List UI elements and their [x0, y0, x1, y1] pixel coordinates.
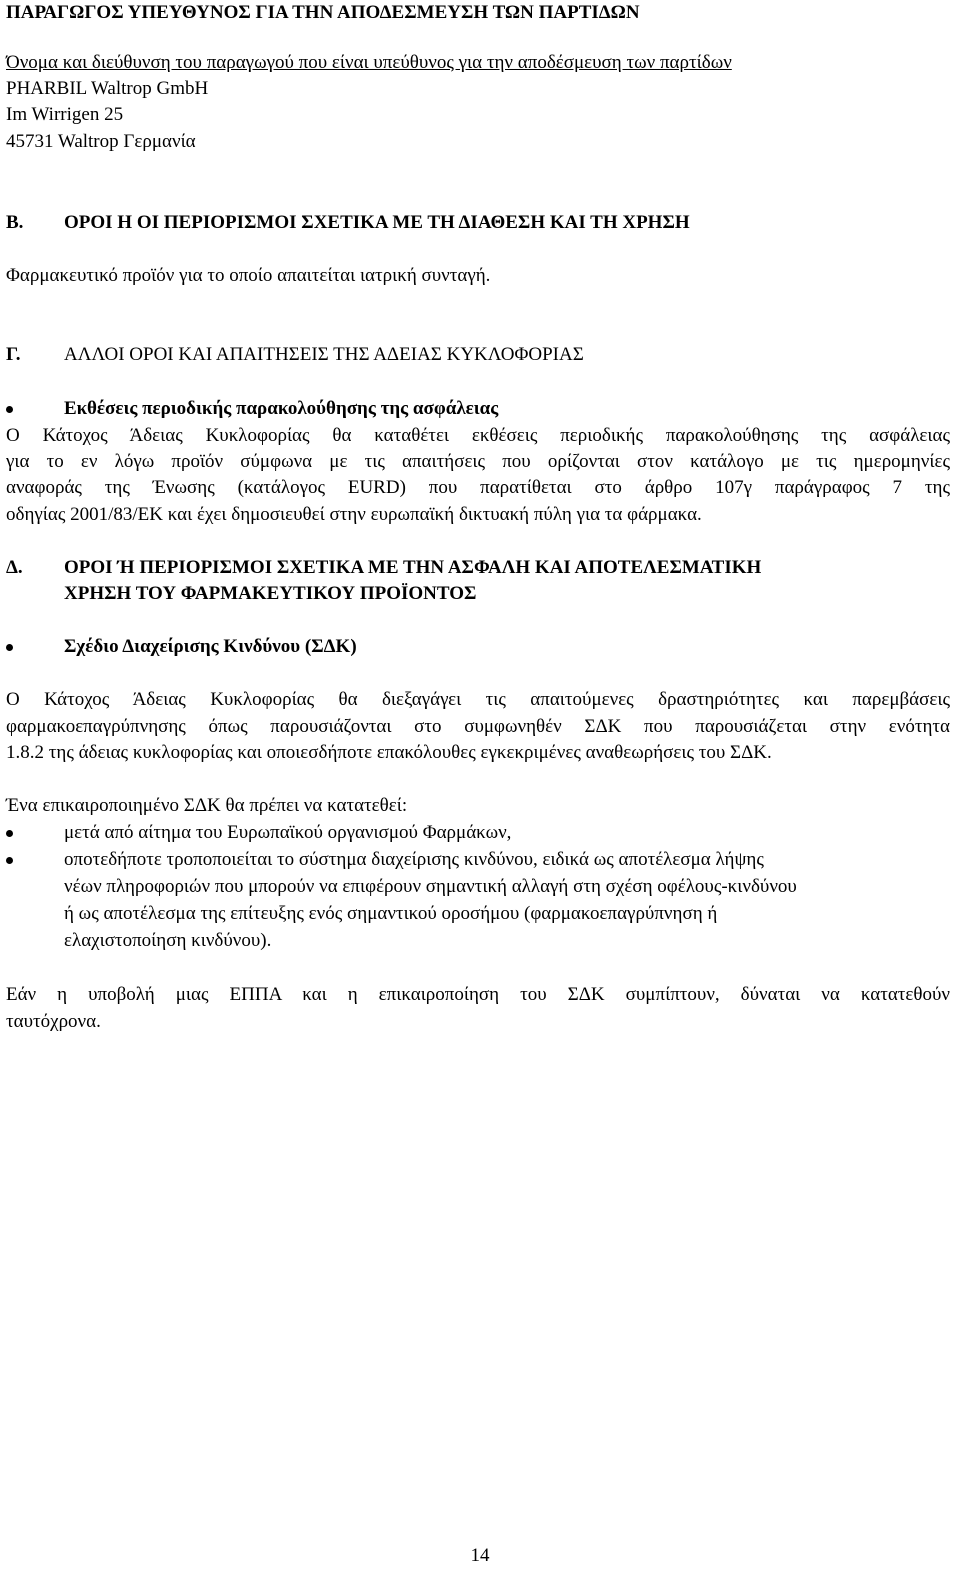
section-d-paragraph-line: φαρμακοεπαγρύπνησης όπως παρουσιάζονται στο συμφωνηθέν ΣΔΚ που παρουσιάζεται στην ενότητα	[6, 716, 950, 737]
section-d-paragraph-line: Ο Κάτοχος Άδειας Κυκλοφορίας θα διεξαγάγει τις απαιτούμενες δραστηριότητες και παρεμβάσεις	[6, 689, 950, 710]
closing-paragraph-line: Εάν η υποβολή μιας ΕΠΠΑ και η επικαιροποίηση του ΣΔΚ συμπίπτουν, δύναται να κατατεθούν	[6, 984, 950, 1005]
section-g-bullet-title: Εκθέσεις περιοδικής παρακολούθησης της ασφάλειας	[64, 398, 499, 419]
section-b-heading: ΟΡΟΙ Η ΟΙ ΠΕΡΙΟΡΙΣΜΟΙ ΣΧΕΤΙΚΑ ΜΕ ΤΗ ΔΙΑΘΕΣΗ ΚΑΙ ΤΗ ΧΡΗΣΗ	[64, 212, 690, 233]
address-line: PHARBIL Waltrop GmbH	[6, 78, 209, 99]
section-d-paragraph-line: 1.8.2 της άδειας κυκλοφορίας και οποιεσδήποτε επακόλουθες εγκεκριμένες αναθεωρήσεις του ΣΔΚ.	[6, 742, 772, 763]
update-item-line: νέων πληροφοριών που μπορούν να επιφέρουν σημαντική αλλαγή στη σχέση οφέλους-κινδύνου	[64, 876, 797, 897]
section-b-text: Φαρμακευτικό προϊόν για το οποίο απαιτείται ιατρική συνταγή.	[6, 265, 491, 286]
bullet-icon	[6, 644, 13, 651]
address-line: Im Wirrigen 25	[6, 104, 124, 125]
section-g-paragraph-line: για το εν λόγω προϊόν σύμφωνα με τις απαιτήσεις που ορίζονται στον κατάλογο με τις ημερομηνίες	[6, 451, 950, 472]
bullet-icon	[6, 830, 13, 837]
section-b-letter: B.	[6, 212, 24, 233]
bullet-icon	[6, 406, 13, 413]
update-item-line: ή ως αποτέλεσμα της επίτευξης ενός σημαντικού οροσήμου (φαρμακοεπαγρύπνηση ή	[64, 903, 718, 924]
page-title: ΠΑΡΑΓΩΓΟΣ ΥΠΕΥΘΥΝΟΣ ΓΙΑ ΤΗΝ ΑΠΟΔΕΣΜΕΥΣΗ ΤΩΝ ΠΑΡΤΙΔΩΝ	[6, 2, 640, 23]
section-g-letter: Γ.	[6, 344, 21, 365]
section-g-heading: ΑΛΛΟΙ ΟΡΟΙ ΚΑΙ ΑΠΑΙΤΗΣΕΙΣ ΤΗΣ ΑΔΕΙΑΣ ΚΥΚΛΟΦΟΡΙΑΣ	[64, 344, 584, 365]
section-d-heading-line: ΟΡΟΙ Ή ΠΕΡΙΟΡΙΣΜΟΙ ΣΧΕΤΙΚΑ ΜΕ ΤΗΝ ΑΣΦΑΛΗ ΚΑΙ ΑΠΟΤΕΛΕΣΜΑΤΙΚΗ	[64, 557, 762, 578]
closing-paragraph-line: ταυτόχρονα.	[6, 1011, 101, 1032]
update-item-line: οποτεδήποτε τροποποιείται το σύστημα διαχείρισης κινδύνου, ειδικά ως αποτέλεσμα λήψης	[64, 849, 764, 870]
section-d-letter: Δ.	[6, 557, 23, 578]
section-d-heading-line: ΧΡΗΣΗ ΤΟΥ ΦΑΡΜΑΚΕΥΤΙΚΟΥ ΠΡΟΪΟΝΤΟΣ	[64, 583, 477, 604]
bullet-icon	[6, 857, 13, 864]
section-g-paragraph-line: αναφοράς της Ένωσης (κατάλογος EURD) που παρατίθεται στο άρθρο 107γ παράγραφος 7 της	[6, 477, 950, 498]
section-g-paragraph-line: οδηγίας 2001/83/ΕΚ και έχει δημοσιευθεί στην ευρωπαϊκή δικτυακή πύλη για τα φάρμακα.	[6, 504, 702, 525]
update-item-line: ελαχιστοποίηση κινδύνου).	[64, 930, 272, 951]
address-label: Όνομα και διεύθυνση του παραγωγού που είναι υπεύθυνος για την αποδέσμευση των παρτίδων	[6, 52, 732, 73]
update-item: μετά από αίτημα του Ευρωπαϊκού οργανισμού Φαρμάκων,	[64, 822, 512, 843]
section-d-bullet-title: Σχέδιο Διαχείρισης Κινδύνου (ΣΔΚ)	[64, 636, 357, 657]
page-number: 14	[470, 1545, 490, 1566]
section-g-paragraph-line: Ο Κάτοχος Άδειας Κυκλοφορίας θα καταθέτει εκθέσεις περιοδικής παρακολούθησης της ασφάλειας	[6, 425, 950, 446]
update-intro: Ένα επικαιροποιημένο ΣΔΚ θα πρέπει να κατατεθεί:	[6, 795, 408, 816]
address-line: 45731 Waltrop Γερμανία	[6, 131, 196, 152]
